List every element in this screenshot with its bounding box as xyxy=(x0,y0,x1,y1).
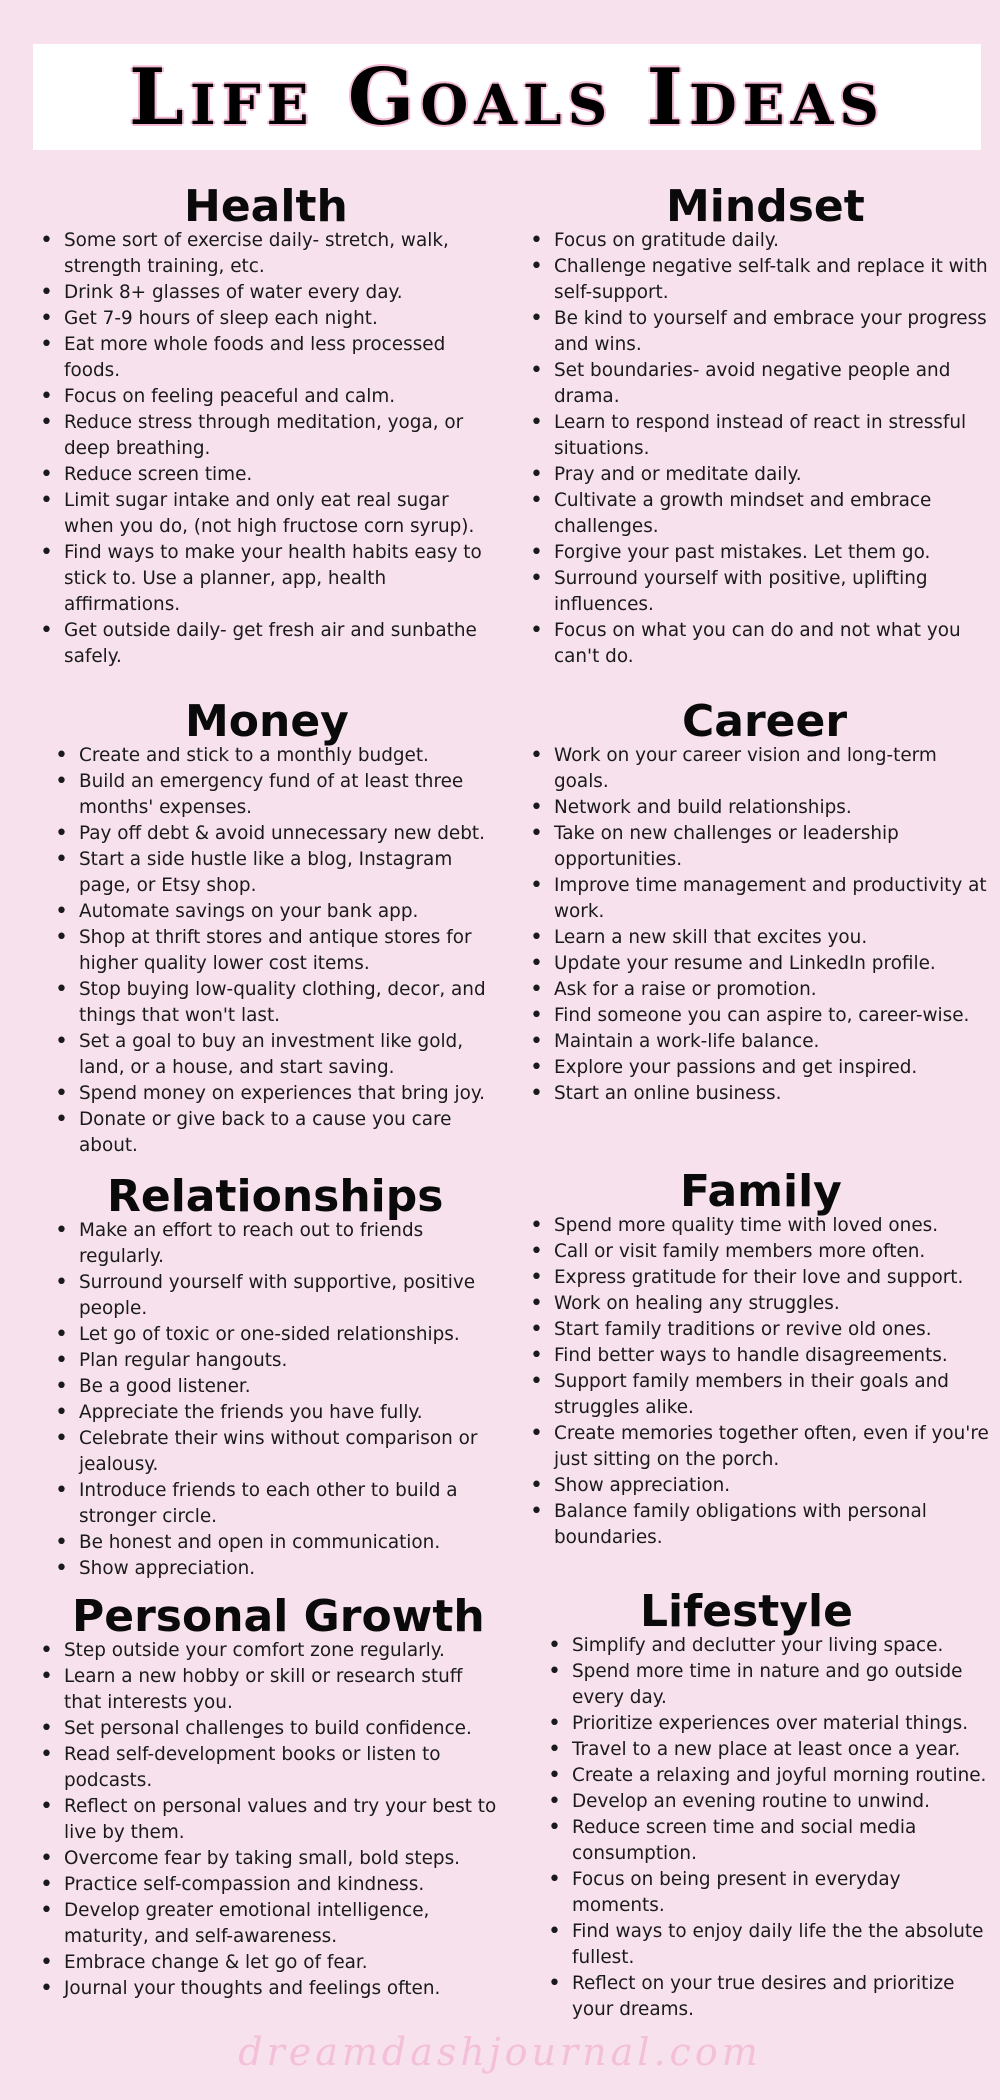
list-item: • Donate or give back to a cause you care about. xyxy=(45,1107,505,1159)
list-item: • Find ways to enjoy daily life the the absolute fullest. xyxy=(538,1919,993,1971)
list-item: • Balance family obligations with personal boundaries. xyxy=(520,1499,990,1551)
title-banner xyxy=(33,44,981,150)
list-item: • Be kind to yourself and embrace your progress and wins. xyxy=(520,306,990,358)
list-item: • Find someone you can aspire to, career-wise. xyxy=(520,1003,990,1029)
list-item: • Update your resume and LinkedIn profile. xyxy=(520,951,990,977)
list-item: • Some sort of exercise daily- stretch, walk, strength training, etc. xyxy=(30,228,500,280)
list-item: • Surround yourself with positive, uplifting influences. xyxy=(520,566,990,618)
section-list xyxy=(45,1218,505,1582)
list-item: • Work on healing any struggles. xyxy=(520,1291,990,1317)
website-watermark: dreamdashjournal.com xyxy=(238,2030,762,2074)
list-item: • Take on new challenges or leadership opportunities. xyxy=(520,821,990,873)
section-heading: Health xyxy=(184,181,348,232)
list-item: • Stop buying low-quality clothing, decor, and things that won't last. xyxy=(45,977,505,1029)
list-item: • Let go of toxic or one-sided relationships. xyxy=(45,1322,505,1348)
list-item: • Get outside daily- get fresh air and sunbathe safely. xyxy=(30,618,500,670)
list-item: • Improve time management and productivity at work. xyxy=(520,873,990,925)
list-item: • Journal your thoughts and feelings often. xyxy=(30,1976,505,2002)
list-item: • Call or visit family members more often. xyxy=(520,1239,990,1265)
list-item: • Learn a new hobby or skill or research stuff that interests you. xyxy=(30,1664,505,1716)
list-item: • Step outside your comfort zone regularly. xyxy=(30,1638,505,1664)
list-item: • Reduce screen time. xyxy=(30,462,500,488)
list-item: • Celebrate their wins without comparison or jealousy. xyxy=(45,1426,505,1478)
list-item: • Forgive your past mistakes. Let them go. xyxy=(520,540,990,566)
list-item: • Read self-development books or listen to podcasts. xyxy=(30,1742,505,1794)
list-item: • Focus on feeling peaceful and calm. xyxy=(30,384,500,410)
list-item: • Support family members in their goals and struggles alike. xyxy=(520,1369,990,1421)
section-heading: Mindset xyxy=(666,181,865,232)
section-list xyxy=(45,743,505,1159)
list-item: • Shop at thrift stores and antique stores for higher quality lower cost items. xyxy=(45,925,505,977)
list-item: • Create memories together often, even if you're just sitting on the porch. xyxy=(520,1421,990,1473)
list-item: • Find better ways to handle disagreements. xyxy=(520,1343,990,1369)
list-item: • Pay off debt & avoid unnecessary new debt. xyxy=(45,821,505,847)
list-item: • Express gratitude for their love and support. xyxy=(520,1265,990,1291)
list-item: • Embrace change & let go of fear. xyxy=(30,1950,505,1976)
list-item: • Spend money on experiences that bring joy. xyxy=(45,1081,505,1107)
list-item: • Develop an evening routine to unwind. xyxy=(538,1789,993,1815)
list-item: • Make an effort to reach out to friends regularly. xyxy=(45,1218,505,1270)
list-item: • Drink 8+ glasses of water every day. xyxy=(30,280,500,306)
section-heading: Personal Growth xyxy=(72,1591,485,1642)
list-item: • Build an emergency fund of at least three months' expenses. xyxy=(45,769,505,821)
section-heading: Family xyxy=(680,1166,842,1217)
list-item: • Travel to a new place at least once a year. xyxy=(538,1737,993,1763)
list-item: • Set a goal to buy an investment like gold, land, or a house, and start saving. xyxy=(45,1029,505,1081)
list-item: • Cultivate a growth mindset and embrace challenges. xyxy=(520,488,990,540)
list-item: • Develop greater emotional intelligence, maturity, and self-awareness. xyxy=(30,1898,505,1950)
list-item: • Spend more quality time with loved ones. xyxy=(520,1213,990,1239)
list-item: • Automate savings on your bank app. xyxy=(45,899,505,925)
section-list xyxy=(538,1633,993,2023)
list-item: • Appreciate the friends you have fully. xyxy=(45,1400,505,1426)
list-item: • Eat more whole foods and less processed foods. xyxy=(30,332,500,384)
section-list xyxy=(520,743,990,1107)
list-item: • Network and build relationships. xyxy=(520,795,990,821)
list-item: • Get 7-9 hours of sleep each night. xyxy=(30,306,500,332)
list-item: • Focus on being present in everyday moments. xyxy=(538,1867,993,1919)
list-item: • Reflect on personal values and try your best to live by them. xyxy=(30,1794,505,1846)
list-item: • Show appreciation. xyxy=(45,1556,505,1582)
list-item: • Practice self-compassion and kindness. xyxy=(30,1872,505,1898)
list-item: • Simplify and declutter your living space. xyxy=(538,1633,993,1659)
list-item: • Create and stick to a monthly budget. xyxy=(45,743,505,769)
list-item: • Surround yourself with supportive, positive people. xyxy=(45,1270,505,1322)
list-item: • Pray and or meditate daily. xyxy=(520,462,990,488)
list-item: • Start an online business. xyxy=(520,1081,990,1107)
list-item: • Ask for a raise or promotion. xyxy=(520,977,990,1003)
section-list xyxy=(30,1638,505,2002)
list-item: • Start family traditions or revive old ones. xyxy=(520,1317,990,1343)
section-list xyxy=(520,228,990,670)
list-item: • Overcome fear by taking small, bold steps. xyxy=(30,1846,505,1872)
list-item: • Plan regular hangouts. xyxy=(45,1348,505,1374)
section-heading: Lifestyle xyxy=(640,1586,853,1637)
list-item: • Focus on gratitude daily. xyxy=(520,228,990,254)
section-list xyxy=(520,1213,990,1551)
list-item: • Create a relaxing and joyful morning routine. xyxy=(538,1763,993,1789)
list-item: • Explore your passions and get inspired. xyxy=(520,1055,990,1081)
list-item: • Maintain a work-life balance. xyxy=(520,1029,990,1055)
list-item: • Set boundaries- avoid negative people and drama. xyxy=(520,358,990,410)
section-heading: Relationships xyxy=(107,1171,444,1222)
list-item: • Find ways to make your health habits easy to stick to. Use a planner, app, health affirmations. xyxy=(30,540,500,618)
list-item: • Start a side hustle like a blog, Instagram page, or Etsy shop. xyxy=(45,847,505,899)
list-item: • Be honest and open in communication. xyxy=(45,1530,505,1556)
list-item: • Learn to respond instead of react in stressful situations. xyxy=(520,410,990,462)
list-item: • Set personal challenges to build confidence. xyxy=(30,1716,505,1742)
list-item: • Reflect on your true desires and prioritize your dreams. xyxy=(538,1971,993,2023)
section-heading: Money xyxy=(185,696,349,747)
list-item: • Be a good listener. xyxy=(45,1374,505,1400)
list-item: • Prioritize experiences over material things. xyxy=(538,1711,993,1737)
section-list xyxy=(30,228,500,670)
list-item: • Introduce friends to each other to build a stronger circle. xyxy=(45,1478,505,1530)
page-title: Life Goals Ideas xyxy=(129,51,885,143)
list-item: • Learn a new skill that excites you. xyxy=(520,925,990,951)
list-item: • Challenge negative self-talk and replace it with self-support. xyxy=(520,254,990,306)
list-item: • Reduce screen time and social media consumption. xyxy=(538,1815,993,1867)
list-item: • Reduce stress through meditation, yoga, or deep breathing. xyxy=(30,410,500,462)
list-item: • Focus on what you can do and not what you can't do. xyxy=(520,618,990,670)
list-item: • Spend more time in nature and go outside every day. xyxy=(538,1659,993,1711)
list-item: • Work on your career vision and long-term goals. xyxy=(520,743,990,795)
list-item: • Show appreciation. xyxy=(520,1473,990,1499)
list-item: • Limit sugar intake and only eat real sugar when you do, (not high fructose corn syrup). xyxy=(30,488,500,540)
section-heading: Career xyxy=(682,696,848,747)
